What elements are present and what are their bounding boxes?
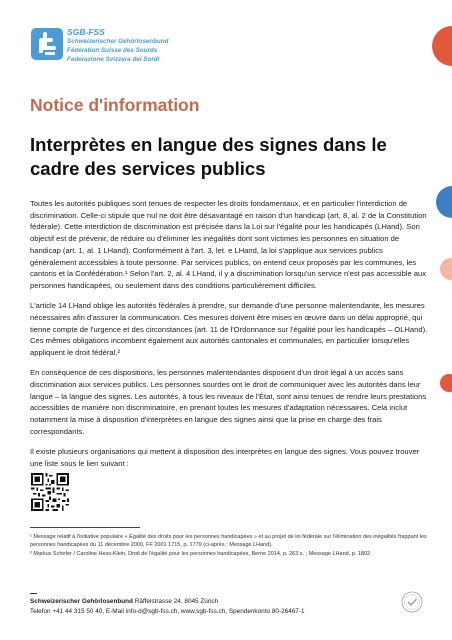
qr-code-icon[interactable] xyxy=(31,473,69,511)
paragraph: En conséquence de ces dispositions, les personnes malentendantes disposent d'un droit légal à un accès sans discrimination aux services publics. Les personnes sourdes ont le droit de communiquer avec les autorités dans leur langue – la langue des signes. Les autorités, à tous les niveaux de l'État, sont ainsi tenues de rendre leurs prestations accessibles de manière non discriminatoire, en prenant toutes les mesures d'adaptation nécessaires. Cela inclut notamment la mise à disposition d'interprètes en langue des signes ainsi que la prise en charge des frais correspondants. xyxy=(30,368,427,436)
decorative-circle-orange-small xyxy=(440,374,452,392)
paragraph: Toutes les autorités publiques sont tenues de respecter les droits fondamentaux, et en particulier l'interdiction de discrimination. Celle-ci stipule que nul ne doit être désavantagé en raison d'un handicap (art. 8, al. 2 de la Constitution fédérale). Cette interdiction de discrimination est précisée dans la Loi sur l'égalité pour les handicapés (LHand). Son objectif est de prévenir, de réduire ou d'éliminer les inégalités dont sont victimes les personnes en situation de handicap (art. 1, al. 1 LHand). Conformément à l'art. 3, let. e LHand, la loi s'applique aux services publics généralement accessibles à toute personne. Par services publics, on entend ceux proposés par les communes, les cantons et la Confédération.¹ Selon l'art. 2, al. 4 LHand, il y a discrimination lorsqu'un service n'est pas accessible aux personnes handicapées, ou seulement dans des conditions particulièrement difficiles. xyxy=(30,199,427,290)
footnote-divider xyxy=(30,527,140,528)
footer-address: Räffelstrasse 24, 8045 Zürich xyxy=(133,598,219,605)
brand-short: SGB-FSS xyxy=(67,27,105,37)
title-line: cadre des services publics xyxy=(30,158,266,179)
brand-block xyxy=(67,28,168,64)
body-text xyxy=(30,198,430,478)
decorative-circle-orange xyxy=(432,26,452,66)
brand-line-french: Fédération Suisse des Sourds xyxy=(67,47,158,54)
decorative-circle-light xyxy=(440,258,452,280)
footnote: ¹ Message relatif à l'initiative populaire « Égalité des droits pour les personnes handicapées » et au projet de loi fédérale sur l'élimination des inégalités frappant les personnes handicapées du 11 décembre 2000, FF 2001 1715, p. 1779 (ci-après : Message LHand). xyxy=(30,534,427,548)
page-title xyxy=(30,133,387,181)
sgb-fss-logo-icon xyxy=(30,27,64,61)
certification-badge-icon xyxy=(401,591,423,613)
footnotes xyxy=(30,534,430,559)
title-line: Interprètes en langue des signes dans le xyxy=(30,134,387,155)
brand-line-german: Schweizerischer Gehörlosenbund xyxy=(67,38,169,45)
paragraph: Il existe plusieurs organisations qui mettent à disposition des interprètes en langue des signes. Vous pouvez trouver une liste sous le lien suivant : xyxy=(30,447,420,468)
decorative-circle-blue xyxy=(436,186,452,218)
footer-contact: Telefon +41 44 315 50 40, E-Mail info-d@sgb-fss.ch, www.sgb-fss.ch, Spendenkonto 80-26467-1 xyxy=(30,607,305,615)
paragraph: L'article 14 LHand oblige les autorités fédérales à prendre, sur demande d'une personne malentendante, les mesures nécessaires afin d'assurer la communication. Ces mesures doivent être mises en œuvre dans un délai approprié, qui tienne compte de l'urgence et des circonstances (art. 11 de l'Ordonnance sur l'égalité pour les handicapés – OLHand). Ces mêmes obligations incombent également aux autorités cantonales et communales, en particulier lorsqu'elles appliquent le droit fédéral.² xyxy=(30,301,428,358)
footer xyxy=(30,597,305,616)
brand-line-italian: Federazione Svizzera dei Sordi xyxy=(67,56,160,63)
footer-divider xyxy=(30,593,37,594)
footer-org-name: Schweizerischer Gehörlosenbund xyxy=(30,598,133,605)
notice-label: Notice d'information xyxy=(30,95,200,115)
footnote: ² Markus Schefer / Caroline Hess-Klein, Droit de l'égalité pour les personnes handicapées, Berne 2014, p. 263 s. ; Message LHand, p. 1802. xyxy=(30,550,372,557)
footer-address-line xyxy=(30,597,305,607)
